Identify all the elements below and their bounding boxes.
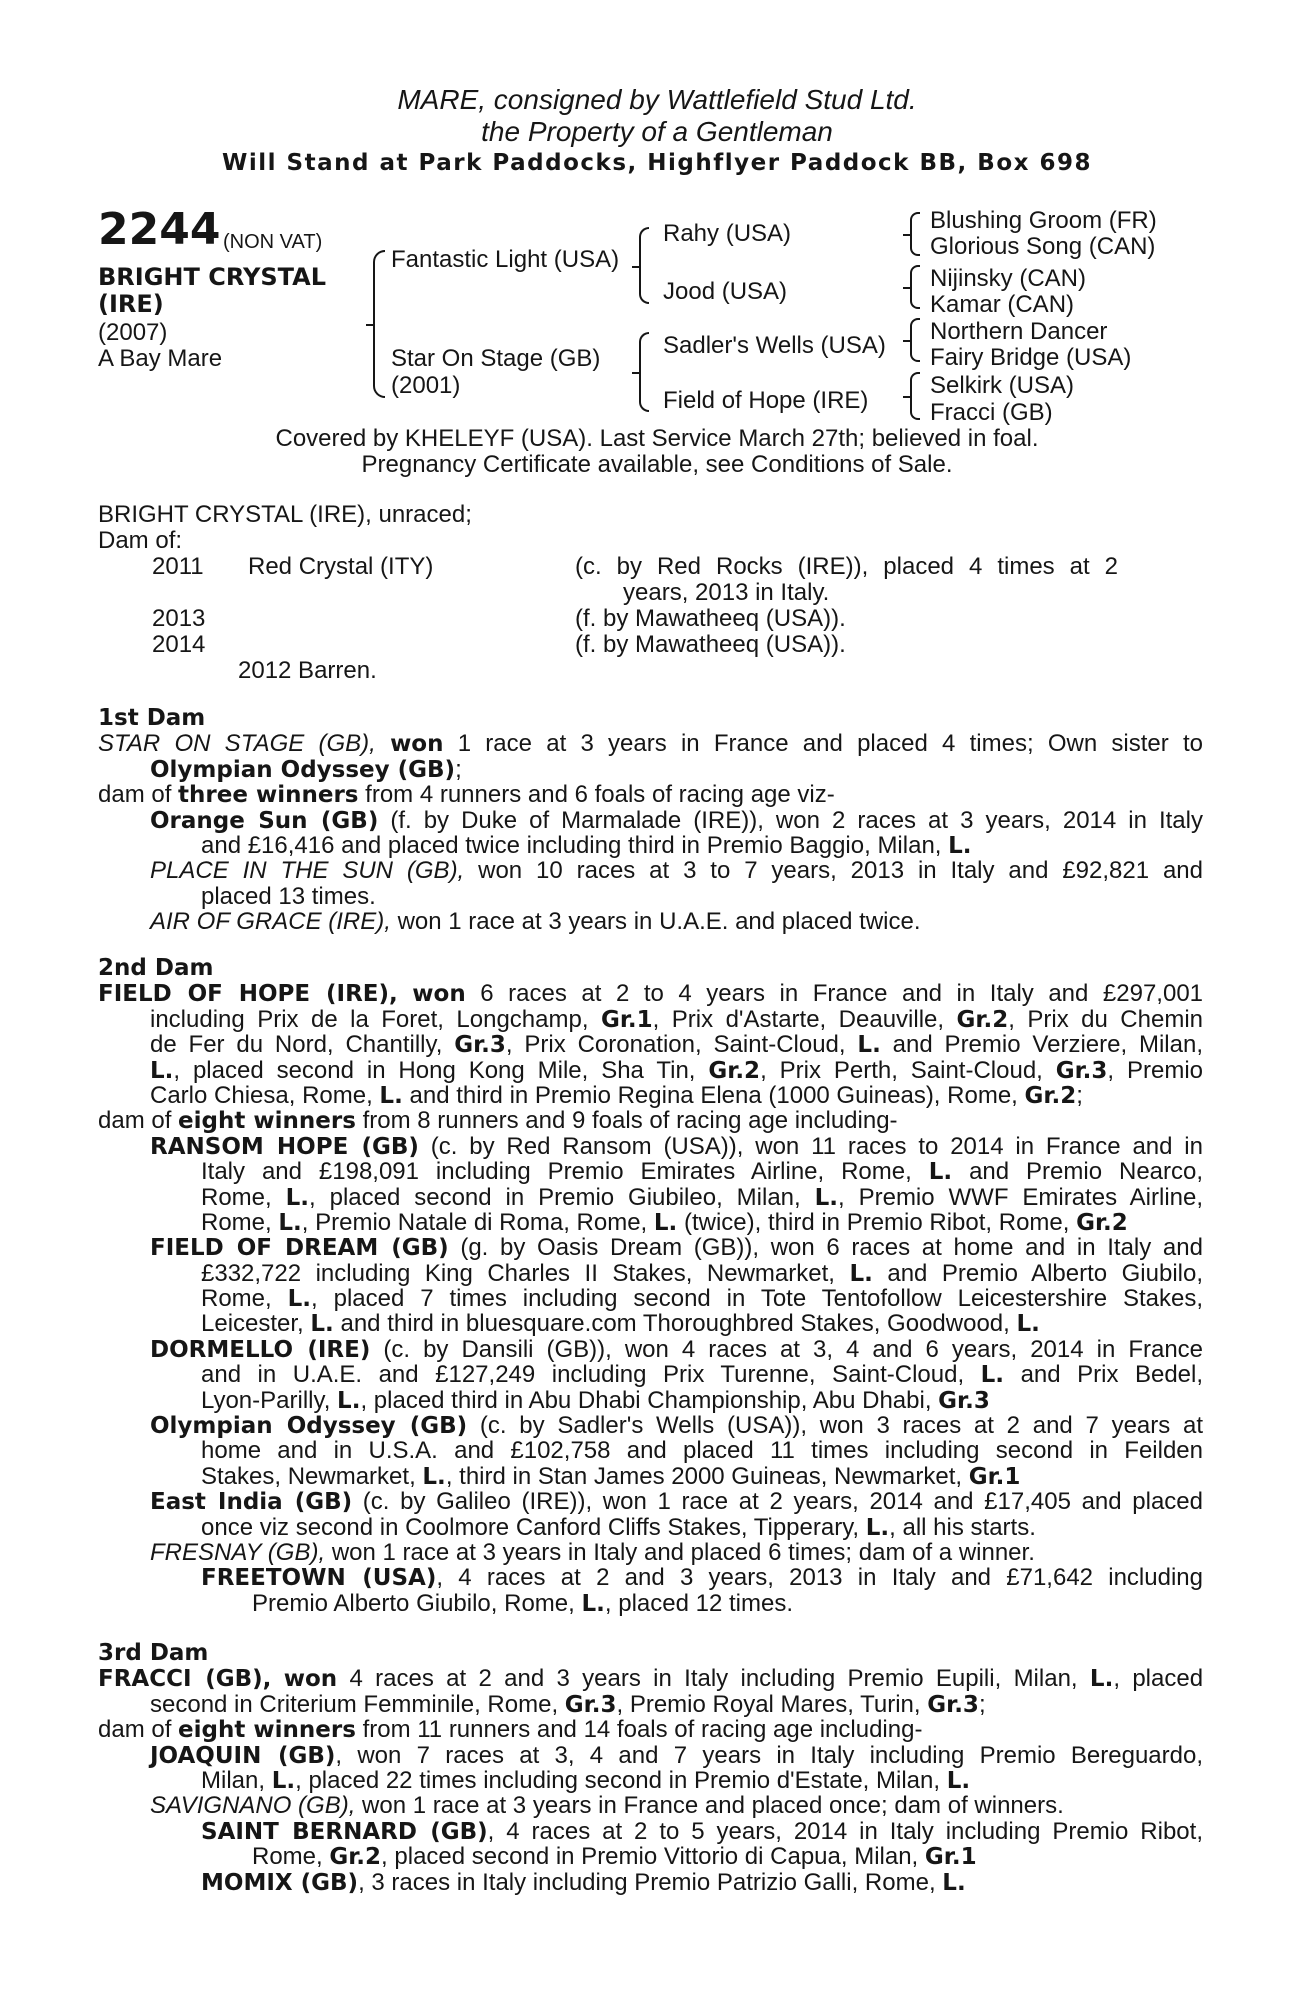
produce-year: 2011: [152, 553, 204, 580]
vat-status: (NON VAT): [223, 231, 323, 253]
produce-detail: (c. by Red Rocks (IRE)), placed 4 times at 2: [575, 553, 1118, 580]
text-line: Rome, L., placed 7 times including second in Tote Tentofollow Leicestershire Stakes,: [201, 1285, 1204, 1313]
pedigree-sire-sire: Rahy (USA): [663, 220, 792, 247]
text-line: Lyon-Parilly, L., placed third in Abu Dhabi Championship, Abu Dhabi, Gr.3: [201, 1386, 990, 1414]
text-line: and in U.A.E. and £127,249 including Prix Turenne, Saint-Cloud, L. and Prix Bedel,: [201, 1361, 1204, 1389]
text-line: Italy and £198,091 including Premio Emirates Airline, Rome, L. and Premio Nearco,: [201, 1158, 1204, 1186]
pedigree-sss: Blushing Groom (FR): [930, 207, 1157, 234]
text-line: FRACCI (GB), won 4 races at 2 and 3 years in Italy including Premio Eupili, Milan, L., placed: [98, 1665, 1204, 1693]
pedigree-brace-dd: [910, 372, 920, 420]
first-dam-section: [98, 706, 1203, 935]
text-line: Olympian Odyssey (GB);: [150, 755, 462, 783]
text-line: PLACE IN THE SUN (GB), won 10 races at 3 to 7 years, 2013 in Italy and £92,821 and: [150, 857, 1204, 885]
text-line: dam of three winners from 4 runners and 6 foals of racing age viz-: [98, 781, 835, 809]
pedigree-brace-main: [373, 250, 385, 398]
text-line: placed 13 times.: [201, 882, 376, 910]
text-line: de Fer du Nord, Chantilly, Gr.3, Prix Coronation, Saint-Cloud, L. and Premio Verziere, Milan,: [150, 1031, 1203, 1059]
pedigree-sds: Nijinsky (CAN): [930, 265, 1086, 292]
text-line: second in Criterium Femminile, Rome, Gr.3, Premio Royal Mares, Turin, Gr.3;: [150, 1690, 986, 1718]
pedigree-dss: Northern Dancer: [930, 318, 1108, 345]
pedigree-brace-ds: [910, 318, 920, 362]
text-line: FIELD OF HOPE (IRE), won 6 races at 2 to 4 years in France and in Italy and £297,001: [98, 980, 1204, 1008]
text-line: including Prix de la Foret, Longchamp, Gr.1, Prix d'Astarte, Deauville, Gr.2, Prix du Chemin: [150, 1005, 1204, 1033]
produce-detail: (f. by Mawatheeq (USA)).: [575, 605, 846, 632]
produce-intro: BRIGHT CRYSTAL (IRE), unraced;: [98, 501, 472, 528]
text-line: DORMELLO (IRE) (c. by Dansili (GB)), won 4 races at 3, 4 and 6 years, 2014 in France: [150, 1335, 1204, 1363]
lot-name-suffix: (IRE): [98, 290, 164, 318]
produce-year: 2014: [152, 631, 206, 658]
text-line: Premio Alberto Giubilo, Rome, L., placed 12 times.: [252, 1589, 793, 1617]
pedigree-ddd: Fracci (GB): [930, 399, 1053, 426]
second-dam-section: [98, 956, 1203, 1616]
text-line: Stakes, Newmarket, L., third in Stan James 2000 Guineas, Newmarket, Gr.1: [201, 1462, 1021, 1490]
text-line: £332,722 including King Charles II Stakes, Newmarket, L. and Premio Alberto Giubilo,: [201, 1259, 1203, 1287]
produce-detail-cont: years, 2013 in Italy.: [623, 579, 830, 606]
text-line: SAINT BERNARD (GB), 4 races at 2 to 5 years, 2014 in Italy including Premio Ribot,: [201, 1817, 1203, 1845]
pedigree-brace-sd: [910, 265, 920, 309]
pedigree-brace-sire: [639, 227, 649, 304]
header-consignor: MARE, consigned by Wattlefield Stud Ltd.: [397, 84, 917, 115]
header-property: the Property of a Gentleman: [481, 116, 833, 147]
text-line: Carlo Chiesa, Rome, L. and third in Premio Regina Elena (1000 Guineas), Rome, Gr.2;: [150, 1081, 1083, 1109]
text-line: Leicester, L. and third in bluesquare.com Thoroughbred Stakes, Goodwood, L.: [201, 1310, 1040, 1338]
pedigree-dam-sire: Sadler's Wells (USA): [663, 332, 886, 359]
produce-dam-of: Dam of:: [98, 527, 183, 554]
pedigree-sire-dam: Jood (USA): [663, 278, 788, 305]
pedigree-sire: Fantastic Light (USA): [391, 246, 620, 273]
pedigree-brace-ss: [910, 212, 920, 256]
text-line: Orange Sun (GB) (f. by Duke of Marmalade (IRE)), won 2 races at 3 years, 2014 in Italy: [150, 806, 1203, 834]
third-dam-section: [98, 1641, 1203, 1895]
text-line: Rome, L., Premio Natale di Roma, Rome, L. (twice), third in Premio Ribot, Rome, Gr.2: [201, 1208, 1128, 1236]
text-line: and £16,416 and placed twice including third in Premio Baggio, Milan, L.: [201, 831, 972, 859]
pedigree-dam-dam: Field of Hope (IRE): [663, 387, 869, 414]
text-line: L., placed second in Hong Kong Mile, Sha Tin, Gr.2, Prix Perth, Saint-Cloud, Gr.3, Premio: [150, 1056, 1203, 1084]
produce-name: Red Crystal (ITY): [248, 553, 434, 580]
second-dam-heading: 2nd Dam: [98, 955, 214, 981]
pregnancy-note: Pregnancy Certificate available, see Conditions of Sale.: [361, 451, 953, 478]
text-line: MOMIX (GB), 3 races in Italy including Premio Patrizio Galli, Rome, L.: [201, 1868, 966, 1896]
text-line: FREETOWN (USA), 4 races at 2 and 3 years, 2013 in Italy and £71,642 including: [201, 1564, 1203, 1592]
third-dam-heading: 3rd Dam: [98, 1640, 209, 1666]
lot-name: BRIGHT CRYSTAL: [98, 263, 327, 291]
covered-note: Covered by KHELEYF (USA). Last Service March 27th; believed in foal.: [275, 425, 1039, 452]
text-line: dam of eight winners from 8 runners and 9 foals of racing age including-: [98, 1107, 898, 1135]
header-location: Will Stand at Park Paddocks, Highflyer Paddock BB, Box 698: [222, 150, 1092, 176]
pedigree-ssd: Glorious Song (CAN): [930, 233, 1156, 260]
pedigree-brace-dam: [639, 332, 649, 412]
lot-year: (2007): [98, 319, 168, 346]
text-line: STAR ON STAGE (GB), won 1 race at 3 years in France and placed 4 times; Own sister to: [98, 730, 1204, 758]
pedigree-dds: Selkirk (USA): [930, 372, 1075, 399]
text-line: Olympian Odyssey (GB) (c. by Sadler's Wells (USA)), won 3 races at 2 and 7 years at: [150, 1412, 1203, 1440]
text-line: dam of eight winners from 11 runners and 14 foals of racing age including-: [98, 1716, 923, 1744]
first-dam-heading: 1st Dam: [98, 705, 206, 731]
produce-detail: (f. by Mawatheeq (USA)).: [575, 631, 846, 658]
text-line: SAVIGNANO (GB), won 1 race at 3 years in France and placed once; dam of winners.: [150, 1792, 1064, 1820]
text-line: RANSOM HOPE (GB) (c. by Red Ransom (USA)), won 11 races to 2014 in France and in: [150, 1132, 1203, 1160]
text-line: Milan, L., placed 22 times including second in Premio d'Estate, Milan, L.: [201, 1766, 971, 1794]
lot-number: 2244: [98, 204, 221, 255]
text-line: AIR OF GRACE (IRE), won 1 race at 3 years in U.A.E. and placed twice.: [150, 908, 921, 936]
text-line: home and in U.S.A. and £102,758 and placed 11 times including second in Feilden: [201, 1437, 1203, 1465]
pedigree-dam-year: (2001): [391, 372, 461, 399]
text-line: once viz second in Coolmore Canford Cliffs Stakes, Tipperary, L., all his starts.: [201, 1513, 1036, 1541]
pedigree-dsd: Fairy Bridge (USA): [930, 344, 1132, 371]
text-line: Rome, Gr.2, placed second in Premio Vittorio di Capua, Milan, Gr.1: [252, 1843, 977, 1871]
lot-description: A Bay Mare: [98, 345, 223, 372]
produce-year: 2013: [152, 605, 206, 632]
text-line: Rome, L., placed second in Premio Giubileo, Milan, L., Premio WWF Emirates Airline,: [201, 1183, 1204, 1211]
produce-barren: 2012 Barren.: [238, 657, 377, 684]
pedigree-sdd: Kamar (CAN): [930, 291, 1075, 318]
text-line: JOAQUIN (GB), won 7 races at 3, 4 and 7 years in Italy including Premio Bereguardo,: [150, 1741, 1203, 1769]
text-line: FRESNAY (GB), won 1 race at 3 years in Italy and placed 6 times; dam of a winner.: [150, 1538, 1035, 1566]
text-line: East India (GB) (c. by Galileo (IRE)), won 1 race at 2 years, 2014 and £17,405 and placed: [150, 1488, 1204, 1516]
pedigree-dam: Star On Stage (GB): [391, 345, 601, 372]
text-line: FIELD OF DREAM (GB) (g. by Oasis Dream (GB)), won 6 races at home and in Italy and: [150, 1234, 1203, 1262]
